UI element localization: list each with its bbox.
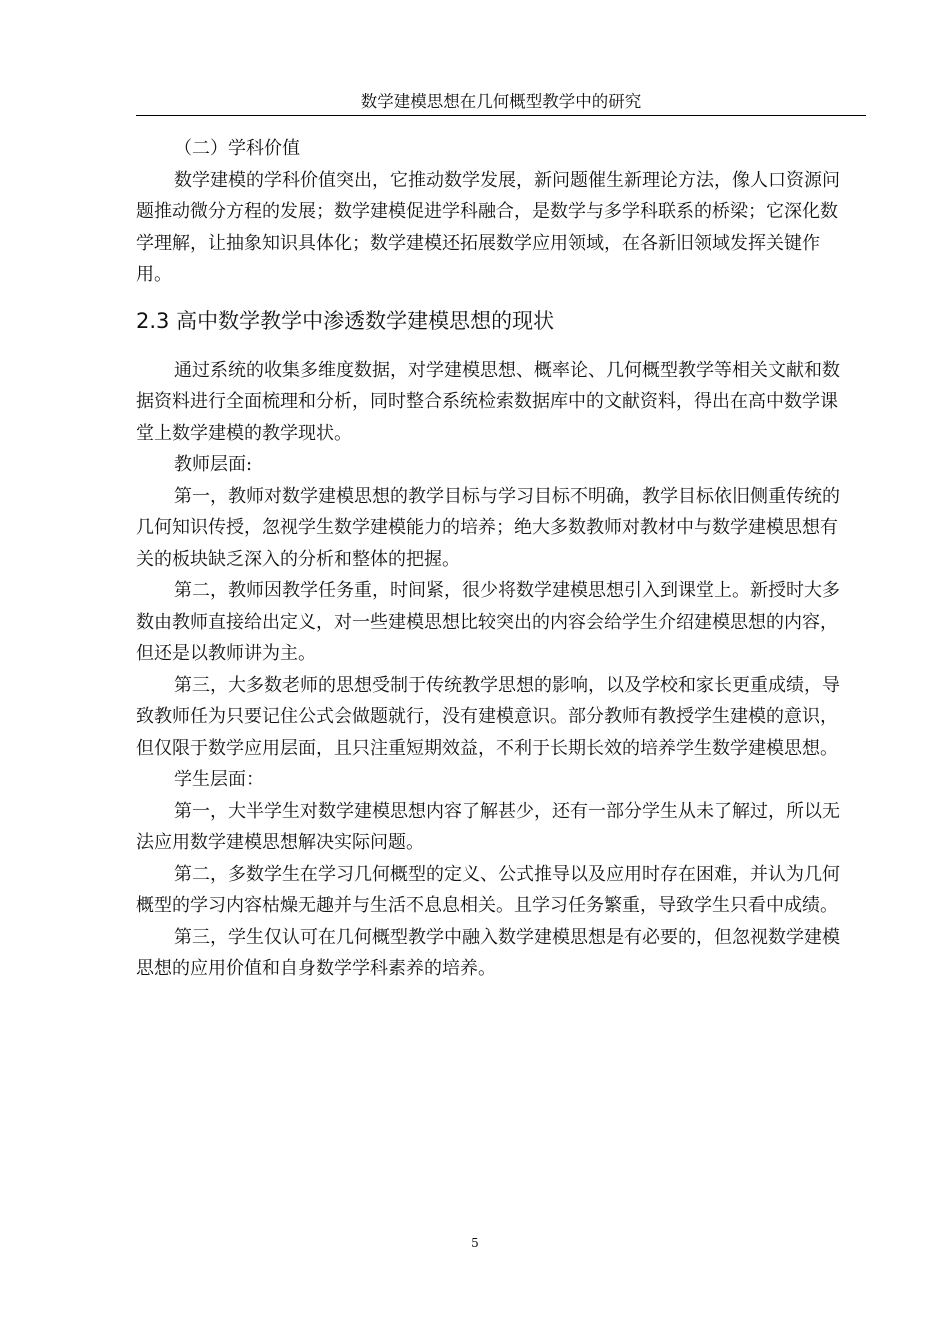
teacher-point-1: 第一，教师对数学建模思想的教学目标与学习目标不明确，教学目标依旧侧重传统的几何知识传授，忽视学生数学建模能力的培养；绝大多数教师对教材中与数学建模思想有关的板块缺乏深入的分析和整体的把握。 [136,485,840,570]
student-point-1: 第一，大半学生对数学建模思想内容了解甚少，还有一部分学生从未了解过，所以无法应用数学建模思想解决实际问题。 [136,800,840,853]
paragraph-intro: 通过系统的收集多维度数据，对学建模思想、概率论、几何概型教学等相关文献和数据资料进行全面梳理和分析，同时整合系统检索数据库中的文献资料，得出在高中数学课堂上数学建模的教学现状。 [136,359,840,444]
teacher-level-label: 教师层面: [174,454,253,475]
teacher-point-3: 第三，大多数老师的思想受制于传统教学思想的影响，以及学校和家长更重成绩，导致教师任为只要记住公式会做题就行，没有建模意识。部分教师有教授学生建模的意识，但仅限于数学应用层面，且只注重短期效益，不利于长期长效的培养学生数学建模思想。 [136,674,840,759]
header-rule [136,115,866,116]
student-point-3: 第三，学生仅认可在几何概型教学中融入数学建模思想是有必要的，但忽视数学建模思想的应用价值和自身数学学科素养的培养。 [136,926,840,979]
page-number: 5 [471,1236,479,1250]
teacher-point-2: 第二，教师因教学任务重，时间紧，很少将数学建模思想引入到课堂上。新授时大多数由教师直接给出定义，对一些建模思想比较突出的内容会给学生介绍建模思想的内容，但还是以教师讲为主。 [136,580,840,664]
student-level-label: 学生层面： [174,769,264,790]
section-heading: 2.3 高中数学教学中渗透数学建模思想的现状 [136,308,555,333]
subheading-subject-value: （二）学科价值 [174,138,300,159]
paragraph-subject-value: 数学建模的学科价值突出，它推动数学发展，新问题催生新理论方法，像人口资源问题推动微分方程的发展；数学建模促进学科融合，是数学与多学科联系的桥梁；它深化数学理解，让抽象知识具体化；数学建模还拓展数学应用领域，在各新旧领域发挥关键作用。 [136,169,840,285]
page-body [136,133,848,985]
student-point-2: 第二，多数学生在学习几何概型的定义、公式推导以及应用时存在困难，并认为几何概型的学习内容枯燥无趣并与生活不息息相关。且学习任务繁重，导致学生只看中成绩。 [136,863,840,916]
running-header: 数学建模思想在几何概型教学中的研究 [360,92,642,111]
